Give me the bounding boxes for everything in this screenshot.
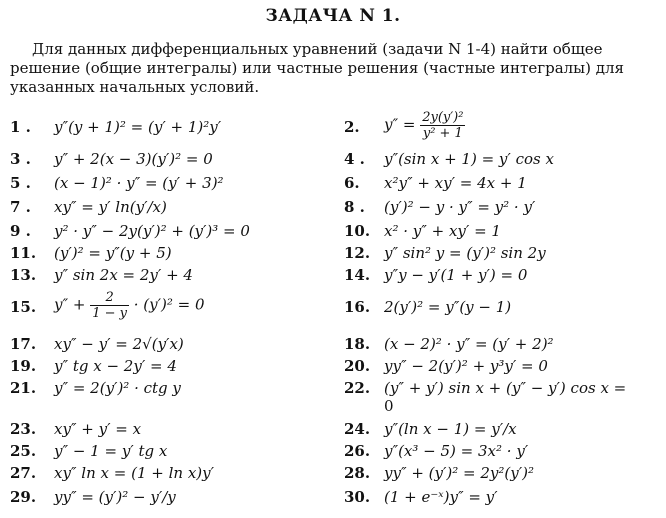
problem-row [0,333,666,355]
problem-equation: y″ tg x − 2y′ = 4 [54,357,177,375]
problem-number: 28. [344,464,371,482]
fraction [90,290,129,321]
problem-number: 10. [344,222,371,240]
problem-number: 2. [344,118,360,136]
problem-equation: y″(x³ − 5) = 3x² · y′ [384,442,529,460]
problem-number: 27. [10,464,37,482]
problem-equation: x² · y″ + xy′ = 1 [384,222,501,240]
problem-row [0,172,666,194]
fraction-denominator: y² + 1 [422,126,463,141]
problem-number: 21. [10,379,37,397]
problem-number: 1 . [10,118,31,136]
problem-equation: y″ = 2(y′)² · ctg y [54,379,181,397]
problem-equation: (x − 2)² · y″ = (y′ + 2)² [384,335,554,353]
problem-number: 23. [10,420,37,438]
problem-equation: (y″ + y′) sin x + (y″ − y′) cos x = [384,379,627,397]
fraction-denominator: 1 − y [92,306,127,321]
problem-number: 13. [10,266,37,284]
problem-number: 9 . [10,222,31,240]
problem-equation: y″ + 2(x − 3)(y′)² = 0 [54,150,213,168]
problem-number: 14. [344,266,371,284]
problem-equation: xy″ = y′ ln(y′/x) [54,198,167,216]
equation-rhs: · (y′)² = 0 [133,295,205,314]
problem-number: 12. [344,244,371,262]
problem-row [0,196,666,218]
problem-equation: xy″ + y′ = x [54,420,142,438]
problem-number: 30. [344,488,371,506]
problem-equation: x²y″ + xy′ = 4x + 1 [384,174,527,192]
problem-number: 8 . [344,198,365,216]
problem-equation: y″ − 1 = y′ tg x [54,442,168,460]
problem-equation [384,110,465,141]
problem-row [0,148,666,170]
problem-equation [54,290,205,321]
problem-equation: yy″ + (y′)² = 2y²(y′)² [384,464,534,482]
problem-row [0,355,666,377]
problem-number: 7 . [10,198,31,216]
page-title: ЗАДАЧА N 1. [265,6,401,26]
problem-number: 15. [10,298,37,316]
problem-equation: y″ sin² y = (y′)² sin 2y [384,244,546,262]
intro-line-1: Для данных дифференциальных уравнений (задачи N 1-4) найти общее [32,40,603,58]
problem-equation: y² · y″ − 2y(y′)² + (y′)³ = 0 [54,222,250,240]
fraction-numerator: 2 [90,290,129,306]
intro-line-2: решение (общие интегралы) или частные решения (частные интегралы) для [10,59,624,77]
problem-equation: y″ sin 2x = 2y′ + 4 [54,266,193,284]
problem-row [0,440,666,462]
problem-number: 18. [344,335,371,353]
problem-equation: yy″ − 2(y′)² + y³y′ = 0 [384,357,548,375]
problem-number: 5 . [10,174,31,192]
equation-lhs: y″ = [384,115,416,134]
problem-equation: 2(y′)² = y″(y − 1) [384,298,512,316]
problem-equation: y″(ln x − 1) = y′/x [384,420,517,438]
problem-number: 19. [10,357,37,375]
problem-number: 6. [344,174,360,192]
problem-equation: yy″ = (y′)² − y′/y [54,488,176,506]
problem-number: 16. [344,298,371,316]
fraction-numerator: 2y(y′)² [422,110,464,125]
problem-row [0,290,666,321]
equation-continuation: 0 [384,397,394,415]
problem-number: 17. [10,335,37,353]
problem-row [0,462,666,484]
problem-equation: xy″ ln x = (1 + ln x)y′ [54,464,215,482]
problem-number: 26. [344,442,371,460]
problem-equation: (1 + e⁻ˣ)y″ = y′ [384,488,498,506]
problem-equation: (y′)² − y · y″ = y² · y′ [384,198,536,216]
problem-equation: y″y − y′(1 + y′) = 0 [384,266,528,284]
problem-row [0,418,666,440]
problem-row [0,486,666,508]
problem-number: 22. [344,379,371,397]
problem-equation: (x − 1)² · y″ = (y′ + 3)² [54,174,224,192]
problem-equation: y″(sin x + 1) = y′ cos x [384,150,554,168]
problem-number: 11. [10,244,37,262]
problem-number: 29. [10,488,37,506]
problem-number: 24. [344,420,371,438]
problem-row [0,264,666,286]
fraction [420,110,465,141]
problem-equation: (y′)² = y″(y + 5) [54,244,172,262]
intro-paragraph [10,40,658,97]
equation-lhs: y″ + [54,295,86,314]
problem-row [0,110,666,141]
intro-line-3: указанных начальных условий. [10,78,260,96]
problem-number: 4 . [344,150,365,168]
problem-number: 20. [344,357,371,375]
problem-number: 25. [10,442,37,460]
problem-row [0,242,666,264]
problem-number: 3 . [10,150,31,168]
problem-equation: y″(y + 1)² = (y′ + 1)²y′ [54,118,222,136]
problem-equation: xy″ − y′ = 2√(y′x) [54,335,184,353]
problem-row [0,377,666,421]
problem-row [0,220,666,242]
